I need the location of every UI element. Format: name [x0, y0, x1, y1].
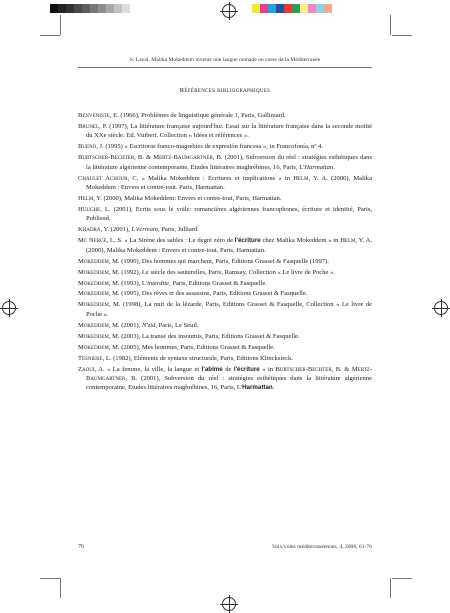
reference-author: Huughe, L. [78, 205, 111, 213]
reference-entry [78, 205, 372, 224]
reference-entry [78, 225, 372, 234]
journal-citation: Voix/voies méditerranéennes, 4, 2008, 61-76 [271, 544, 372, 550]
reference-entry [78, 153, 372, 172]
calibration-swatch [98, 4, 106, 13]
reference-entry [78, 354, 372, 363]
reference-text: , Paris, Le Seuil. [155, 321, 199, 329]
reference-entry [78, 236, 372, 255]
reference-italic: interdite [147, 279, 170, 287]
registration-mark-bottom [222, 597, 236, 611]
reference-text: . Essai sur la littérature française dans la seconde moitié du XXe siècle. Ed. Vuibert. Collection « Idées et références ». [86, 122, 372, 140]
reference-author: Tesniere, L. [78, 354, 112, 362]
grayscale-calibration-bar [50, 4, 130, 13]
reference-bold: l'écriture [233, 365, 260, 373]
reference-text: (1992), Le siècle des sauterelles, Paris, Ramsay, Collection « Le livre de Poche ». [119, 268, 335, 276]
reference-text: (1997), La littérature française aujourd' [107, 122, 214, 130]
reference-author: Mokeddem, M. [78, 279, 120, 287]
reference-text: (2003), La transe des insoumis, Paris, Editions Grasset & Fasquelle. [119, 332, 300, 340]
reference-author: Mc Nerce, L. S. [78, 237, 123, 245]
reference-coauthor: Mertz-Baumgartner, B. [86, 365, 373, 382]
running-header: S. Laval. Malika Mokeddem invente une langue nomade ou corse de la Méditerranée [129, 57, 321, 63]
reference-bold: Harmattan [242, 384, 273, 392]
reference-text: & [143, 154, 154, 162]
reference-entry [78, 268, 372, 277]
crop-mark [40, 35, 60, 36]
calibration-swatch [284, 4, 292, 13]
reference-entry [78, 321, 372, 330]
reference-text: « Malika Mokeddem : Ecritures et implications » in [138, 174, 294, 182]
page-number: 76 [78, 544, 84, 550]
reference-list [78, 111, 372, 394]
reference-entry [78, 289, 372, 298]
reference-text: (1982), Eléments de syntaxe structurale, Paris, Editions Klincksieck. [111, 354, 293, 362]
reference-text: « La Sirène des sables : Le degré zéro de [122, 237, 235, 245]
reference-entry [78, 332, 372, 341]
crop-mark [390, 15, 391, 35]
calibration-swatch [122, 4, 130, 13]
registration-mark-top [222, 4, 236, 18]
reference-text: . [272, 384, 275, 392]
calibration-swatch [276, 4, 284, 13]
crop-mark [392, 578, 412, 579]
reference-entry [78, 279, 372, 288]
reference-italic: Harmattan [304, 163, 334, 171]
reference-text: » in [259, 365, 276, 373]
reference-text: chez Malika Mokeddem » in [260, 237, 341, 245]
calibration-swatch [300, 4, 308, 13]
reference-entry [78, 343, 372, 352]
reference-author: Helm, Y. [78, 194, 102, 202]
crop-mark [40, 578, 60, 579]
reference-author: Mokeddem, M. [78, 268, 120, 276]
calibration-swatch [324, 4, 332, 13]
reference-author: Mokeddem, M. [78, 321, 120, 329]
reference-text: . [333, 163, 335, 171]
calibration-swatch [50, 4, 58, 13]
reference-text: « La femme, la ville, la langue et [104, 365, 202, 373]
reference-entry [78, 122, 372, 141]
reference-entry [78, 111, 372, 120]
reference-text: (1993), L' [119, 279, 148, 287]
calibration-swatch [268, 4, 276, 13]
reference-bold: l'écriture [234, 237, 261, 245]
reference-entry [78, 300, 372, 319]
reference-text: (2000), Malika Mokeddem: Envers et contre-tout, Paris, Harmattan. [101, 194, 282, 202]
calibration-swatch [74, 4, 82, 13]
crop-mark [390, 578, 391, 598]
reference-author: Mokeddem, M. [78, 290, 120, 298]
reference-text: & [341, 365, 352, 373]
reference-italic: N'zid [141, 321, 156, 329]
calibration-swatch [316, 4, 324, 13]
calibration-swatch [292, 4, 300, 13]
reference-text: (2001), Subversion du réel : stratégies esthétiques dans la littérature algérienne contemporaine, Etudes littéraires maghrébines, 16, Paris, L' [86, 375, 372, 392]
reference-italic: hui [213, 122, 222, 130]
reference-coauthor: Burtscher-Bechter, B. [275, 365, 342, 373]
reference-author: Mokeddem, M. [78, 257, 120, 265]
crop-mark [60, 578, 61, 598]
reference-text: (1990), Des hommes qui marchent, Paris, Editions Grasset & Fasquelle (1997). [119, 257, 329, 265]
calibration-swatch [66, 4, 74, 13]
reference-text: (1998), La nuit de la lézarde, Paris, Editions Grasset & Fasquelle, Collection « Le livre de Poche ». [86, 301, 372, 318]
reference-text: (2005), Mes hommes, Paris, Editions Grasset & Fasquelle. [119, 343, 275, 351]
reference-author: Burtscher-Bechter, B. [78, 154, 144, 162]
reference-bold: l'abîme [201, 365, 223, 373]
reference-entry [78, 194, 372, 203]
reference-text: (1995) « Escritoras franco-magrebíes de expresión francesa », in Francofonía, nº 4. [103, 143, 323, 151]
reference-author: Chaulet Achour, C. [78, 174, 139, 182]
registration-mark-left [2, 301, 16, 315]
calibration-swatch [260, 4, 268, 13]
crop-mark [392, 35, 412, 36]
reference-entry [78, 174, 372, 193]
reference-text: (2000), Malika Mokeddem : Envers et contre-tout. Paris, Harmattan. [86, 174, 372, 192]
reference-italic: L'écrivain [131, 226, 158, 234]
reference-author: Brunel, P. [78, 122, 108, 130]
calibration-swatch [58, 4, 66, 13]
reference-entry [78, 257, 372, 266]
reference-text: (2001), [119, 321, 142, 329]
reference-author: Zaoui, A. [78, 365, 105, 373]
calibration-swatch [252, 4, 260, 13]
reference-author: Mokeddem, M. [78, 343, 120, 351]
reference-author: Bueno, J. [78, 143, 104, 151]
reference-entry [78, 365, 372, 393]
reference-text: (2001), Ecrits sous le voile: romancières algériennes francophones, écriture et identité, Paris, Publisud. [86, 205, 373, 223]
reference-text: , Paris, Editions Grasset & Fasquelle. [169, 279, 267, 287]
reference-text: (2001), [109, 226, 132, 234]
reference-entry [78, 142, 372, 151]
reference-text: (1966), Problèmes de linguistique générale 1, Paris, Gallimard. [118, 112, 286, 119]
reference-coauthor: Helm, Y. A. [293, 174, 328, 182]
calibration-swatch [106, 4, 114, 13]
calibration-swatch [308, 4, 316, 13]
reference-text: , Paris, Julliard. [157, 226, 199, 234]
crop-mark [60, 15, 61, 35]
reference-text: de [222, 365, 234, 373]
reference-author: Mokeddem, M. [78, 301, 121, 309]
header-rule [78, 67, 372, 68]
registration-mark-right [434, 301, 448, 315]
calibration-swatch [90, 4, 98, 13]
reference-author: Khadra, Y. [78, 226, 110, 234]
section-title: Références bibliographiques [179, 87, 271, 94]
reference-author: Benveniste, E. [78, 112, 119, 119]
color-calibration-bar [252, 4, 332, 13]
reference-coauthor: Helm, Y. A. [340, 237, 373, 245]
reference-coauthor: Mertz-Baumgartner, B. [153, 154, 223, 162]
reference-text: (1995), Des rêves et des assassins, Paris, Editions Grasset & Fasquelle. [119, 290, 308, 298]
calibration-swatch [114, 4, 122, 13]
reference-author: Mokeddem, M. [78, 332, 120, 340]
reference-text: (2000), Malika Mokeddem : Envers et contre-tout. Paris, Harmattan. [86, 246, 266, 254]
reference-text: (2001), Subversion du réel : stratégies esthétiques dans la littérature algérienne contemporaine, Etudes littéraires maghrébines, 16, Paris, L' [86, 154, 373, 171]
calibration-swatch [82, 4, 90, 13]
